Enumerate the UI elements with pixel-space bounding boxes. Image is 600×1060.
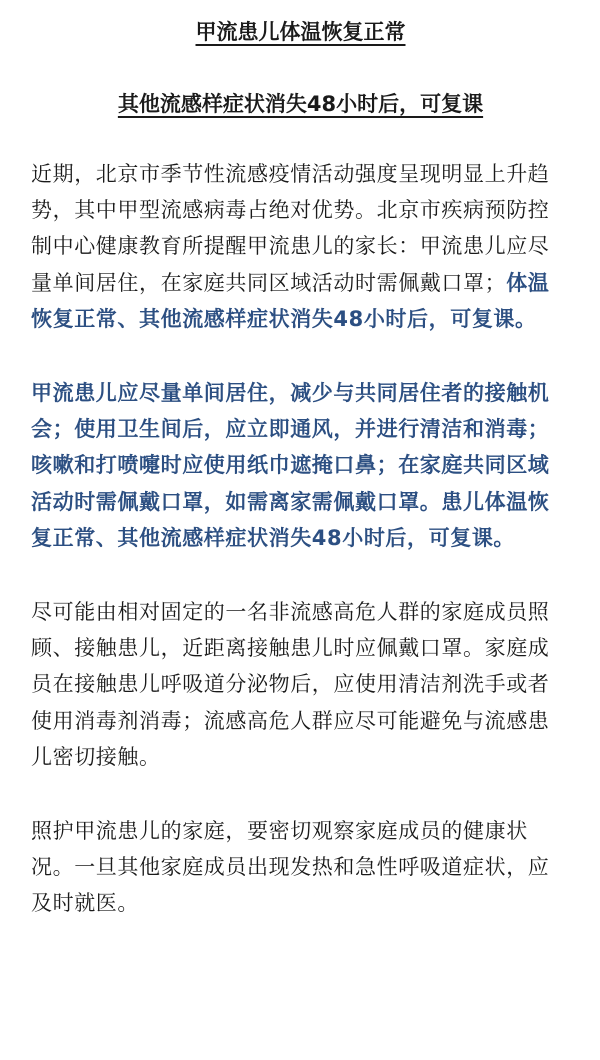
paragraph-isolation-advice bbox=[31, 375, 570, 556]
paragraph-intro-emphasis: 体温恢复正常、其他流感样症状消失48小时后，可复课。 bbox=[31, 270, 550, 331]
headline-1-text: 甲流患儿体温恢复正常 bbox=[195, 20, 406, 44]
paragraph-family-monitoring bbox=[31, 813, 570, 922]
paragraph-family-text: 照护甲流患儿的家庭，要密切观察家庭成员的健康状况。一旦其他家庭成员出现发热和急性呼吸道症状，应及时就医。 bbox=[31, 819, 550, 916]
paragraph-intro-text: 近期，北京市季节性流感疫情活动强度呈现明显上升趋势，其中甲型流感病毒占绝对优势。北京市疾病预防控制中心健康教育所提醒甲流患儿的家长：甲流患儿应尽量单间居住，在家庭共同区域活动时需佩戴口罩； bbox=[31, 162, 550, 295]
headline-2 bbox=[31, 89, 570, 119]
headline-2-text: 其他流感样症状消失48小时后，可复课 bbox=[117, 92, 484, 116]
paragraph-intro bbox=[31, 156, 570, 337]
paragraph-caregiver-text: 尽可能由相对固定的一名非流感高危人群的家庭成员照顾、接触患儿，近距离接触患儿时应佩戴口罩。家庭成员在接触患儿呼吸道分泌物后，应使用清洁剂洗手或者使用消毒剂消毒；流感高危人群应尽可能避免与流感患儿密切接触。 bbox=[31, 600, 550, 769]
paragraph-caregiver-advice bbox=[31, 594, 570, 775]
paragraph-isolation-emphasis: 甲流患儿应尽量单间居住，减少与共同居住者的接触机会；使用卫生间后，应立即通风，并进行清洁和消毒；咳嗽和打喷嚏时应使用纸巾遮掩口鼻；在家庭共同区域活动时需佩戴口罩，如需离家需佩戴口罩。患儿体温恢复正常、其他流感样症状消失48小时后，可复课。 bbox=[31, 381, 550, 550]
headline-1 bbox=[31, 0, 570, 47]
